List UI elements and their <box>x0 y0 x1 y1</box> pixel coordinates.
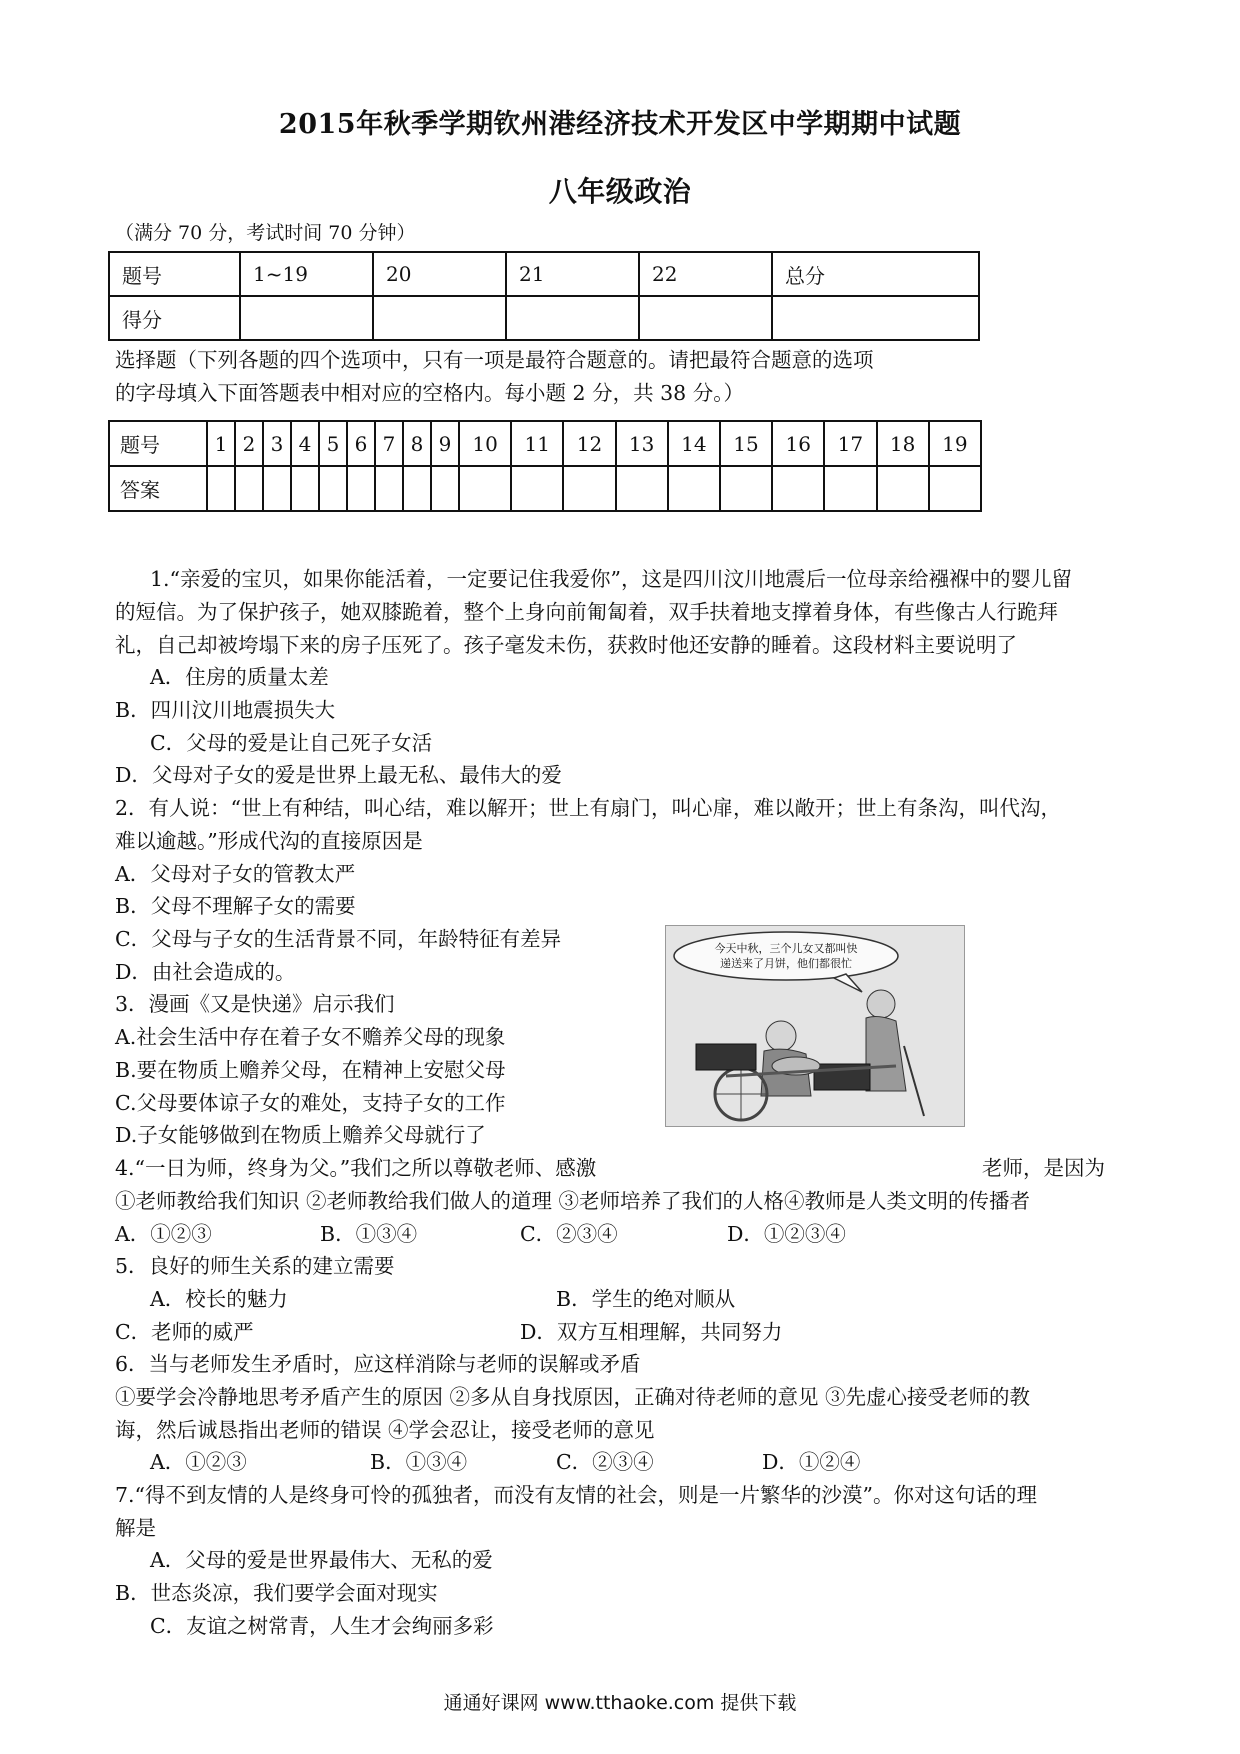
answer-number-cell: 11 <box>511 421 563 466</box>
score-cell: 21 <box>506 252 639 296</box>
answer-number-cell: 2 <box>235 421 263 466</box>
answer-blank-cell <box>375 466 403 511</box>
q6-option-a: A．①②③ <box>150 1450 247 1474</box>
q6-line-3: 诲，然后诚恳指出老师的错误 ④学会忍让，接受老师的意见 <box>115 1418 655 1442</box>
score-cell: 总分 <box>772 252 979 296</box>
answer-number-cell: 15 <box>720 421 772 466</box>
answer-blank-cell <box>563 466 615 511</box>
q3-option-c: C.父母要体谅子女的难处，支持子女的工作 <box>115 1091 506 1115</box>
answer-blank-cell <box>347 466 375 511</box>
cartoon-image <box>665 925 965 1127</box>
q1-line-1: 1.“亲爱的宝贝，如果你能活着，一定要记住我爱你”，这是四川汶川地震后一位母亲给襁褓中的婴儿留 <box>150 567 1073 591</box>
answer-number-cell: 17 <box>824 421 876 466</box>
q5-option-a: A．校长的魅力 <box>150 1287 288 1311</box>
q1-option-c: C．父母的爱是让自己死子女活 <box>150 731 433 755</box>
q4-line-1-end: 老师，是因为 <box>982 1156 1105 1180</box>
footer-source: 通通好课网 www.tthaoke.com 提供下载 <box>443 1692 797 1714</box>
score-cell: 题号 <box>109 252 240 296</box>
answer-number-cell: 10 <box>459 421 511 466</box>
answer-number-cell: 12 <box>563 421 615 466</box>
q3-line-1: 3．漫画《又是快递》启示我们 <box>115 992 395 1016</box>
cartoon-caption-1: 今天中秋，三个儿女又都叫快 <box>714 942 858 955</box>
answer-blank-cell <box>207 466 235 511</box>
score-blank-cell <box>373 296 506 340</box>
answer-number-cell: 6 <box>347 421 375 466</box>
q1-option-a: A．住房的质量太差 <box>150 665 329 689</box>
answer-blank-cell <box>291 466 319 511</box>
q5-option-c: C．老师的威严 <box>115 1320 254 1344</box>
exam-title: 2015年秋季学期钦州港经济技术开发区中学期期中试题 <box>278 109 962 140</box>
exam-subtitle: 八年级政治 <box>548 175 692 208</box>
answer-number-cell: 3 <box>263 421 291 466</box>
q6-line-1: 6．当与老师发生矛盾时，应这样消除与老师的误解或矛盾 <box>115 1352 641 1376</box>
answer-number-cell: 5 <box>319 421 347 466</box>
q4-option-a: A．①②③ <box>115 1222 212 1246</box>
answer-number-cell: 13 <box>616 421 668 466</box>
q1-option-d: D．父母对子女的爱是世界上最无私、最伟大的爱 <box>115 763 562 787</box>
exam-info: （满分 70 分，考试时间 70 分钟） <box>115 222 416 244</box>
score-cell: 1~19 <box>240 252 373 296</box>
answer-blank-cell <box>616 466 668 511</box>
q2-option-d: D．由社会造成的。 <box>115 960 296 984</box>
answer-number-cell: 1 <box>207 421 235 466</box>
q4-option-d: D．①②③④ <box>727 1222 846 1246</box>
q4-line-2: ①老师教给我们知识 ②老师教给我们做人的道理 ③老师培养了我们的人格④教师是人类文明的传播者 <box>115 1189 1031 1213</box>
score-table-score-row <box>109 296 979 340</box>
score-cell: 22 <box>639 252 772 296</box>
answer-table-answer-row <box>109 466 981 511</box>
answer-blank-cell <box>720 466 772 511</box>
score-row-label: 得分 <box>109 296 240 340</box>
q3-option-d: D.子女能够做到在物质上赡养父母就行了 <box>115 1123 486 1147</box>
q7-option-b: B．世态炎凉，我们要学会面对现实 <box>115 1581 438 1605</box>
answer-blank-cell <box>824 466 876 511</box>
q6-option-b: B．①③④ <box>370 1450 468 1474</box>
q4-option-b: B．①③④ <box>320 1222 418 1246</box>
score-table-header-row <box>109 252 979 296</box>
q7-line-2: 解是 <box>115 1516 156 1540</box>
answer-blank-cell <box>877 466 929 511</box>
q4-option-c: C．②③④ <box>520 1222 618 1246</box>
answer-table <box>108 420 982 512</box>
score-table <box>108 251 980 341</box>
q4-line-1: 4.“一日为师，终身为父。”我们之所以尊敬老师、感激 <box>115 1156 597 1180</box>
q6-option-d: D．①②④ <box>762 1450 861 1474</box>
answer-number-cell: 14 <box>668 421 720 466</box>
answer-number-cell: 9 <box>431 421 459 466</box>
q1-option-b: B．四川汶川地震损失大 <box>115 698 336 722</box>
answer-blank-cell <box>772 466 824 511</box>
answer-blank-cell <box>319 466 347 511</box>
answer-blank-cell <box>459 466 511 511</box>
q2-option-c: C．父母与子女的生活背景不同，年龄特征有差异 <box>115 927 562 951</box>
answer-table-number-row <box>109 421 981 466</box>
answer-table-number-label: 题号 <box>109 421 207 466</box>
cartoon-illustration <box>666 926 964 1126</box>
q6-option-c: C．②③④ <box>556 1450 654 1474</box>
q1-line-3: 礼，自己却被垮塌下来的房子压死了。孩子毫发未伤，获救时他还安静的睡着。这段材料主要说明了 <box>115 633 1017 657</box>
q6-line-2: ①要学会冷静地思考矛盾产生的原因 ②多从自身找原因，正确对待老师的意见 ③先虚心接受老师的教 <box>115 1385 1031 1409</box>
q3-option-b: B.要在物质上赡养父母，在精神上安慰父母 <box>115 1058 506 1082</box>
score-blank-cell <box>506 296 639 340</box>
answer-number-cell: 18 <box>877 421 929 466</box>
q2-option-a: A．父母对子女的管教太严 <box>115 862 356 886</box>
score-blank-cell <box>772 296 979 340</box>
q7-line-1: 7.“得不到友情的人是终身可怜的孤独者，而没有友情的社会，则是一片繁华的沙漠”。你对这句话的理 <box>115 1483 1038 1507</box>
q5-option-d: D．双方互相理解，共同努力 <box>520 1320 783 1344</box>
cartoon-caption-2: 递送来了月饼，他们都很忙 <box>720 957 852 970</box>
score-blank-cell <box>240 296 373 340</box>
q2-option-b: B．父母不理解子女的需要 <box>115 894 356 918</box>
answer-blank-cell <box>235 466 263 511</box>
answer-blank-cell <box>511 466 563 511</box>
answer-number-cell: 8 <box>403 421 431 466</box>
score-blank-cell <box>639 296 772 340</box>
answer-blank-cell <box>431 466 459 511</box>
q3-option-a: A.社会生活中存在着子女不赡养父母的现象 <box>115 1025 506 1049</box>
q7-option-a: A．父母的爱是世界最伟大、无私的爱 <box>150 1548 493 1572</box>
instructions-line-2: 的字母填入下面答题表中相对应的空格内。每小题 2 分，共 38 分。） <box>115 381 744 405</box>
answer-blank-cell <box>403 466 431 511</box>
answer-number-cell: 16 <box>772 421 824 466</box>
score-cell: 20 <box>373 252 506 296</box>
q1-line-2: 的短信。为了保护孩子，她双膝跪着，整个上身向前匍匐着，双手扶着地支撑着身体，有些像古人行跪拜 <box>115 600 1058 624</box>
q5-option-b: B．学生的绝对顺从 <box>556 1287 736 1311</box>
q5-line-1: 5．良好的师生关系的建立需要 <box>115 1254 395 1278</box>
answer-number-cell: 19 <box>929 421 981 466</box>
answer-number-cell: 4 <box>291 421 319 466</box>
answer-blank-cell <box>668 466 720 511</box>
answer-blank-cell <box>929 466 981 511</box>
answer-number-cell: 7 <box>375 421 403 466</box>
instructions-line-1: 选择题（下列各题的四个选项中，只有一项是最符合题意的。请把最符合题意的选项 <box>115 348 874 372</box>
q2-line-1: 2．有人说：“世上有种结，叫心结，难以解开；世上有扇门，叫心扉，难以敞开；世上有条沟，叫代沟， <box>115 796 1062 820</box>
q2-line-2: 难以逾越。”形成代沟的直接原因是 <box>115 829 423 853</box>
answer-table-answer-label: 答案 <box>109 466 207 511</box>
q7-option-c: C．友谊之树常青，人生才会绚丽多彩 <box>150 1614 494 1638</box>
answer-blank-cell <box>263 466 291 511</box>
